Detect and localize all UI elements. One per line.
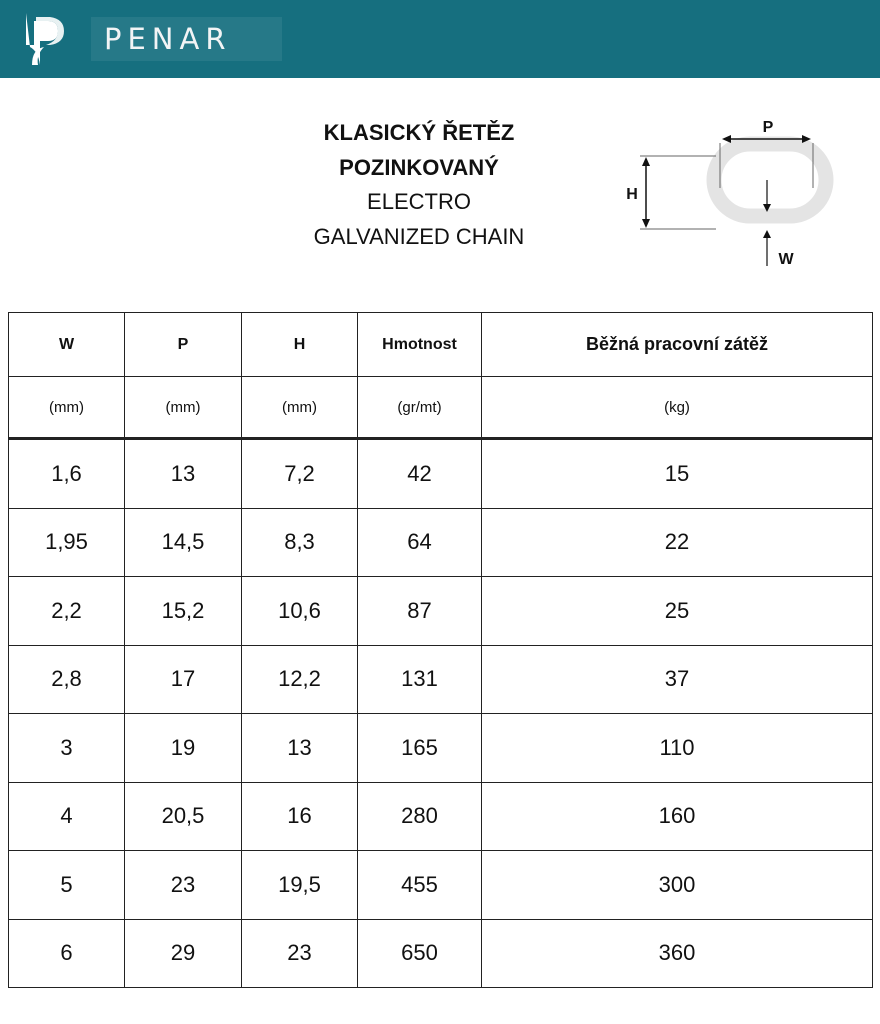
table-row xyxy=(9,577,873,646)
page-header xyxy=(0,0,880,78)
cell-working-load: 15 xyxy=(482,439,873,509)
header-p: P xyxy=(125,313,242,377)
header-h: H xyxy=(242,313,358,377)
table-row xyxy=(9,919,873,988)
cell-p: 13 xyxy=(125,439,242,509)
cell-working-load: 300 xyxy=(482,851,873,920)
cell-h: 10,6 xyxy=(242,577,358,646)
table-units-row xyxy=(9,377,873,439)
penar-logo-icon xyxy=(24,11,66,67)
chain-spec-table xyxy=(8,312,873,988)
table-row xyxy=(9,439,873,509)
cell-weight: 42 xyxy=(358,439,482,509)
cell-w: 1,6 xyxy=(9,439,125,509)
table-row xyxy=(9,782,873,851)
diagram-p-label: P xyxy=(762,119,774,136)
cell-h: 8,3 xyxy=(242,508,358,577)
cell-h: 13 xyxy=(242,714,358,783)
title-line-1: KLASICKÝ ŘETĚZ xyxy=(323,120,515,145)
brand-name: PENAR xyxy=(104,22,232,56)
cell-weight: 131 xyxy=(358,645,482,714)
diagram-h-label: H xyxy=(626,186,638,203)
table-row xyxy=(9,714,873,783)
cell-p: 14,5 xyxy=(125,508,242,577)
cell-p: 29 xyxy=(125,919,242,988)
cell-h: 12,2 xyxy=(242,645,358,714)
title-line-4: GALVANIZED CHAIN xyxy=(313,223,525,249)
table-row xyxy=(9,851,873,920)
cell-p: 23 xyxy=(125,851,242,920)
cell-w: 6 xyxy=(9,919,125,988)
cell-p: 19 xyxy=(125,714,242,783)
cell-h: 7,2 xyxy=(242,439,358,509)
product-title xyxy=(260,116,578,254)
cell-weight: 650 xyxy=(358,919,482,988)
cell-p: 17 xyxy=(125,645,242,714)
unit-w: (mm) xyxy=(9,377,125,439)
unit-weight: (gr/mt) xyxy=(358,377,482,439)
cell-h: 16 xyxy=(242,782,358,851)
cell-p: 20,5 xyxy=(125,782,242,851)
cell-weight: 64 xyxy=(358,508,482,577)
table-row xyxy=(9,645,873,714)
cell-weight: 280 xyxy=(358,782,482,851)
cell-w: 1,95 xyxy=(9,508,125,577)
table-row xyxy=(9,508,873,577)
cell-weight: 165 xyxy=(358,714,482,783)
header-w: W xyxy=(9,313,125,377)
cell-w: 3 xyxy=(9,714,125,783)
cell-w: 5 xyxy=(9,851,125,920)
unit-p: (mm) xyxy=(125,377,242,439)
cell-w: 2,8 xyxy=(9,645,125,714)
chain-link-diagram xyxy=(610,108,840,273)
header-working-load: Běžná pracovní zátěž xyxy=(482,313,873,377)
unit-working-load: (kg) xyxy=(482,377,873,439)
cell-weight: 455 xyxy=(358,851,482,920)
table-header-row xyxy=(9,313,873,377)
cell-working-load: 22 xyxy=(482,508,873,577)
cell-h: 23 xyxy=(242,919,358,988)
header-weight: Hmotnost xyxy=(358,313,482,377)
diagram-w-label: W xyxy=(778,251,794,268)
cell-working-load: 160 xyxy=(482,782,873,851)
cell-working-load: 360 xyxy=(482,919,873,988)
title-line-2: POZINKOVANÝ xyxy=(339,154,499,180)
cell-working-load: 37 xyxy=(482,645,873,714)
unit-h: (mm) xyxy=(242,377,358,439)
cell-p: 15,2 xyxy=(125,577,242,646)
cell-w: 2,2 xyxy=(9,577,125,646)
title-line-3: ELECTRO xyxy=(367,189,471,214)
cell-working-load: 25 xyxy=(482,577,873,646)
cell-w: 4 xyxy=(9,782,125,851)
cell-h: 19,5 xyxy=(242,851,358,920)
cell-weight: 87 xyxy=(358,577,482,646)
cell-working-load: 110 xyxy=(482,714,873,783)
